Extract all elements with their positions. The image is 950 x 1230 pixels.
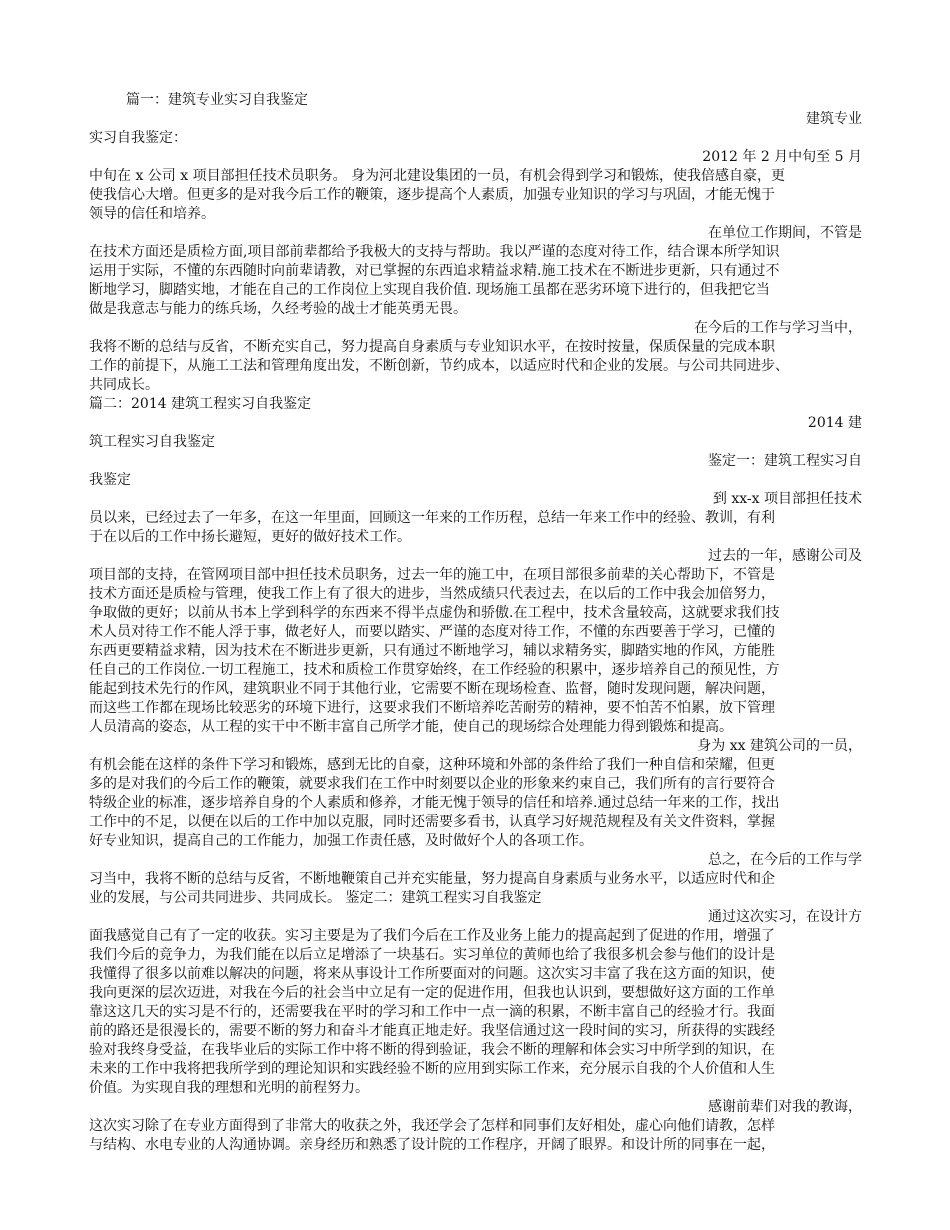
text-line-title-1: 篇一：建筑专业实习自我鉴定 — [126, 92, 308, 108]
text-line-p1-l3: 领导的信任和培养。 — [89, 206, 215, 222]
text-line-p1-l2: 使我信心大增。但更多的是对我今后工作的鞭策，逐步提高个人素质，加强专业知识的学习与巩固，才能无愧于 — [89, 187, 775, 203]
text-line-q3-lead: 身为 xx 建筑公司的一员， — [697, 738, 862, 754]
text-line-q2-l4: 术人员对待工作不能人浮于事，做老好人，而要以踏实、严谨的态度对待工作，不懂的东西要善于学习，已懂的 — [89, 624, 775, 640]
text-line-q6-l1: 这次实习除了在专业方面得到了非常大的收获之外，我还学会了怎样和同事们友好相处，虚心向他们请教，怎样 — [89, 1118, 775, 1134]
text-line-p3-lead: 在今后的工作与学习当中， — [694, 320, 862, 336]
text-line-q5-l7: 验对我终身受益，在我毕业后的实际工作中将不断的得到验证，我会不断的理解和体会实习中所学到的知识，在 — [89, 1042, 775, 1058]
text-line-q4-l1: 习当中，我将不断的总结与反省，不断地鞭策自己并充实能量，努力提高自身素质与业务水平，以适应时代和企 — [89, 871, 775, 887]
text-line-q6-lead: 感谢前辈们对我的教诲， — [708, 1099, 862, 1115]
text-line-q6-l2: 与结构、水电专业的人沟通协调。亲身经历和熟悉了设计院的工作程序，开阔了眼界。和设计所的同事在一起， — [89, 1137, 775, 1153]
text-line-q2-l9: 人员清高的姿态，从工程的实干中不断丰富自己所学才能，使自己的现场综合处理能力得到锻炼和提高。 — [89, 719, 733, 735]
text-line-q2-l2: 技术方面还是质检与管理，使我工作上有了很大的进步，当然成绩只代表过去，在以后的工作中我会加倍努力， — [89, 586, 775, 602]
text-line-q2-l5: 东西更要精益求精，因为技术在不断进步更新，只有通过不断地学习，辅以求精务实，脚踏实地的作风，方能胜 — [89, 643, 775, 659]
text-line-q5-l9: 价值。为实现自我的理想和光明的前程努力。 — [89, 1080, 369, 1096]
text-line-q2-l3: 争取做的更好；以前从书本上学到科学的东西来不得半点虚伪和骄傲.在工程中，技术含量较高，这就要求我们技 — [89, 605, 780, 621]
text-line-q4-lead: 总之，在今后的工作与学 — [708, 852, 862, 868]
text-line-q5-l4: 我向更深的层次迈进，对我在今后的社会当中立足有一定的促进作用，但我也认识到，要想做好这方面的工作单 — [89, 985, 775, 1001]
text-line-q1-lead: 到 xx-x 项目部担任技术 — [712, 491, 862, 507]
text-line-sec1-a: 鉴定一：建筑工程实习自 — [708, 453, 862, 469]
text-line-p3-l1: 我将不断的总结与反省，不断充实自己，努力提高自身素质与专业知识水平，在按时按量，保质保量的完成本职 — [89, 339, 775, 355]
text-line-p1-l1: 中旬在 x 公司 x 项目部担任技术员职务。 身为河北建设集团的一员，有机会得到学习和锻炼，使我倍感自豪，更 — [89, 168, 786, 184]
text-line-p2-l1: 在技术方面还是质检方面,项目部前辈都给予我极大的支持与帮助。我以严谨的态度对待工作，结合课本所学知识 — [89, 244, 780, 260]
text-line-q2-l1: 项目部的支持，在管网项目部中担任技术员职务，过去一年的施工中，在项目部很多前辈的关心帮助下，不管是 — [89, 567, 775, 583]
text-line-subtitle-2a: 2014 建 — [807, 415, 862, 431]
text-line-q5-l3: 我懂得了很多以前难以解决的问题，将来从事设计工作所要面对的问题。这次实习丰富了我在这方面的知识，使 — [89, 966, 775, 982]
text-line-q5-l6: 前的路还是很漫长的，需要不断的努力和奋斗才能真正地走好。我坚信通过这一段时间的实习，所获得的实践经 — [89, 1023, 775, 1039]
text-line-sec1-b: 我鉴定 — [89, 472, 131, 488]
text-line-p2-l3: 断地学习，脚踏实地，才能在自己的工作岗位上实现自我价值. 现场施工虽都在恶劣环境下进行的，但我把它当 — [89, 282, 770, 298]
text-line-subtitle-1a: 建筑专业 — [806, 111, 862, 127]
text-line-p2-lead: 在单位工作期间，不管是 — [708, 225, 862, 241]
text-line-q3-l1: 有机会能在这样的条件下学习和锻炼，感到无比的自豪，这种环境和外部的条件给了我们一种自信和荣耀，但更 — [89, 757, 775, 773]
text-line-subtitle-2b: 筑工程实习自我鉴定 — [89, 434, 215, 450]
text-line-q2-l7: 能起到技术先行的作风，建筑职业不同于其他行业，它需要不断在现场检查、监督，随时发现问题，解决问题， — [89, 681, 775, 697]
text-line-q3-l4: 工作中的不足，以便在以后的工作中加以克服，同时还需要多看书，认真学习好规范规程及有关文件资料，掌握 — [89, 814, 775, 830]
text-line-p2-l4: 做是我意志与能力的练兵场，久经考验的战士才能英勇无畏。 — [89, 301, 467, 317]
text-line-q1-l1: 员以来，已经过去了一年多，在这一年里面，回顾这一年来的工作历程，总结一年来工作中的经验、教训，有利 — [89, 510, 775, 526]
text-line-q4-l2: 业的发展，与公司共同进步、共同成长。 鉴定二：建筑工程实习自我鉴定 — [89, 890, 542, 906]
text-line-q5-l1: 面我感觉自己有了一定的收获。实习主要是为了我们今后在工作及业务上能力的提高起到了促进的作用，增强了 — [89, 928, 775, 944]
text-line-p3-l3: 共同成长。 — [89, 377, 159, 393]
text-line-subtitle-1b: 实习自我鉴定： — [89, 130, 187, 146]
text-line-q3-l2: 多的是对我们的今后工作的鞭策，就要求我们在工作中时刻要以企业的形象来约束自己，我们所有的言行要符合 — [89, 776, 775, 792]
text-line-q3-l5: 好专业知识，提高自己的工作能力，加强工作责任感，及时做好个人的各项工作。 — [89, 833, 593, 849]
text-line-p3-l2: 工作的前提下，从施工工法和管理角度出发，不断创新，节约成本，以适应时代和企业的发展。与公司共同进步、 — [89, 358, 789, 374]
text-line-p1-lead: 2012 年 2 月中旬至 5 月 — [702, 149, 862, 165]
text-line-q2-lead: 过去的一年，感谢公司及 — [708, 548, 862, 564]
text-line-title-2: 篇二：2014 建筑工程实习自我鉴定 — [89, 396, 312, 412]
text-line-p2-l2: 运用于实际，不懂的东西随时向前辈请教，对已掌握的东西追求精益求精.施工技术在不断进步更新，只有通过不 — [89, 263, 780, 279]
text-line-q5-l5: 靠这这几天的实习是不行的，还需要我在平时的学习和工作中一点一滴的积累，不断丰富自己的经验才行。我面 — [89, 1004, 775, 1020]
text-line-q5-lead: 通过这次实习，在设计方 — [708, 909, 862, 925]
text-line-q2-l6: 任自己的工作岗位.一切工程施工，技术和质检工作贯穿始终，在工作经验的积累中，逐步培养自己的预见性，方 — [89, 662, 780, 678]
text-line-q1-l2: 于在以后的工作中扬长避短，更好的做好技术工作。 — [89, 529, 411, 545]
text-line-q3-l3: 特级企业的标准，逐步培养自身的个人素质和修养，才能无愧于领导的信任和培养.通过总结一年来的工作，找出 — [89, 795, 780, 811]
text-line-q5-l8: 未来的工作中我将把我所学到的理论知识和实践经验不断的应用到实际工作来，充分展示自我的个人价值和人生 — [89, 1061, 775, 1077]
text-line-q2-l8: 而这些工作都在现场比较恶劣的环境下进行，这要求我们不断培养吃苦耐劳的精神，要不怕苦不怕累，放下管理 — [89, 700, 775, 716]
text-line-q5-l2: 我们今后的竞争力，为我们能在以后立足增添了一块基石。实习单位的黄师也给了我很多机会参与他们的设计是 — [89, 947, 775, 963]
